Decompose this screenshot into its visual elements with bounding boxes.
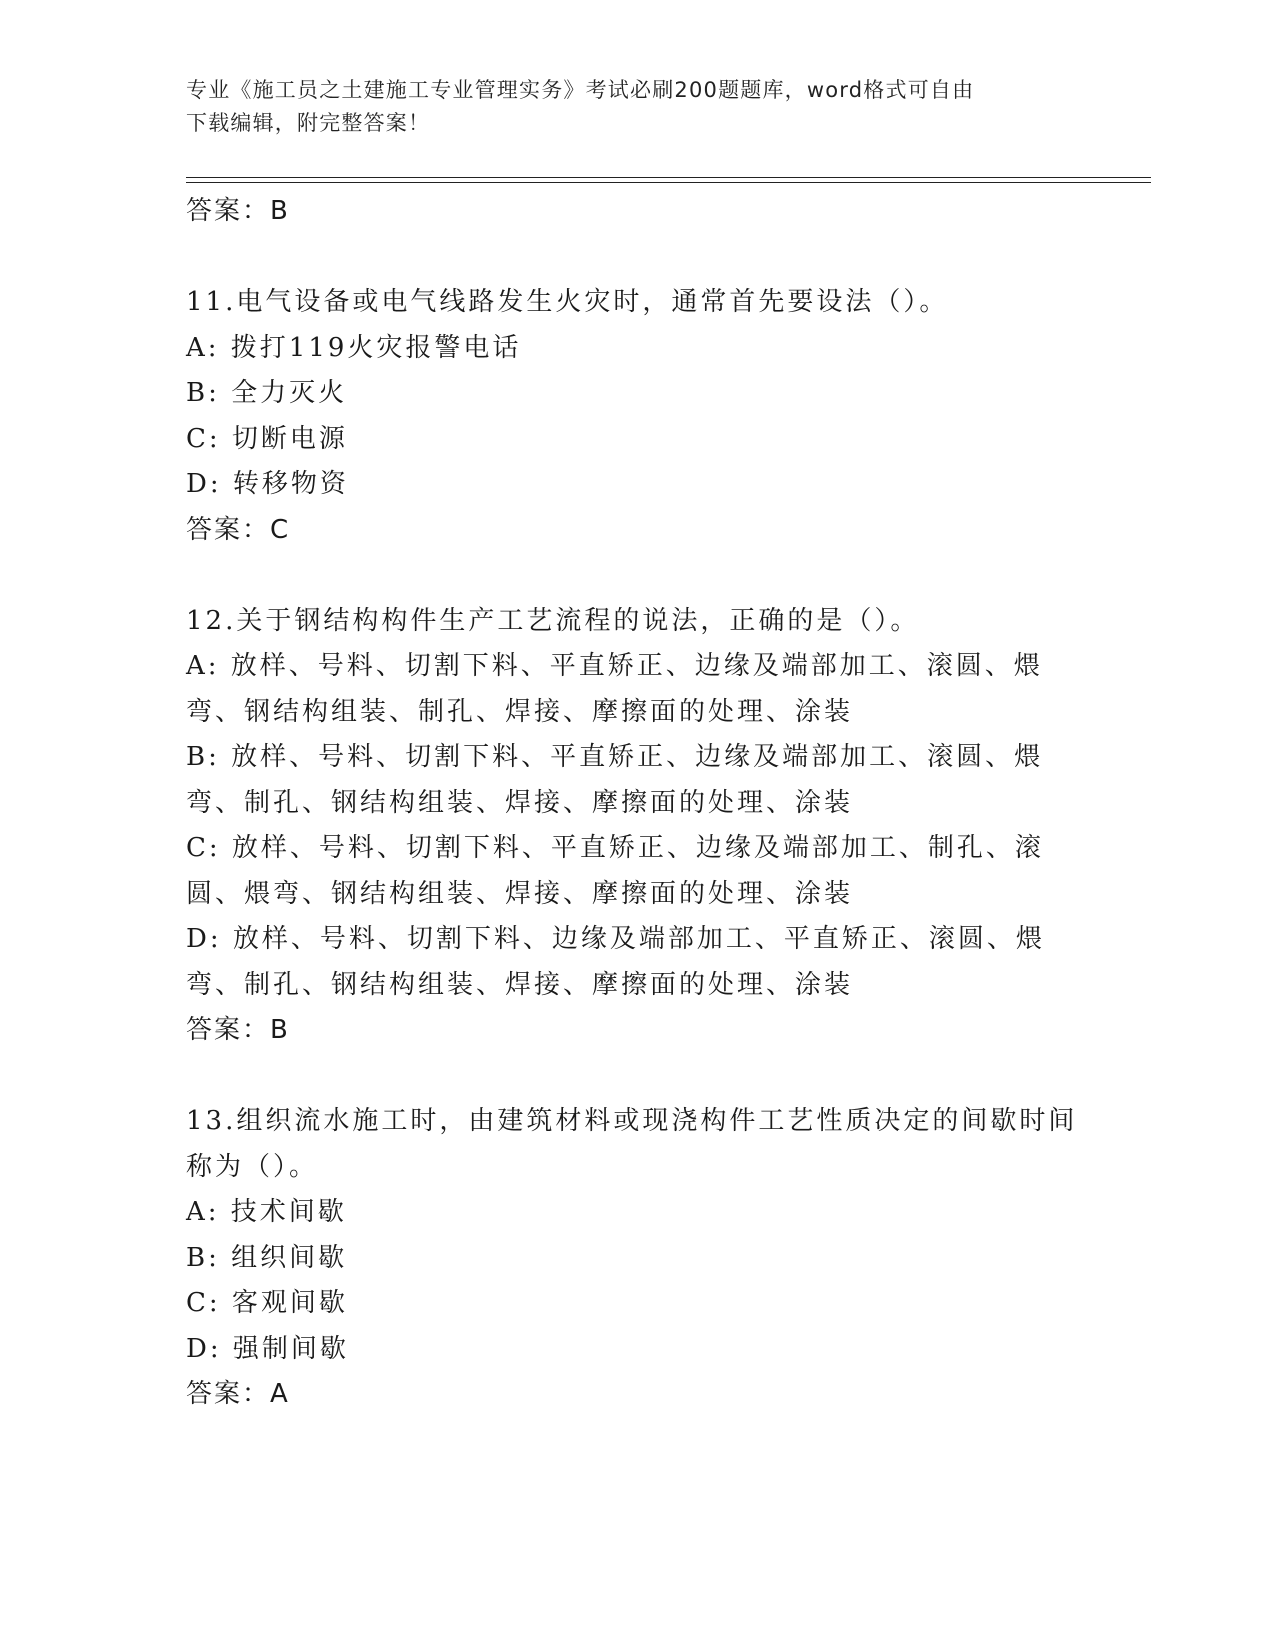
header-rule-bottom [186, 182, 1151, 183]
option-c: C: 切断电源 [186, 423, 348, 454]
question-12 [186, 599, 1086, 1054]
header-rule-top [186, 177, 1151, 178]
question-answer: 答案：A [186, 1379, 290, 1409]
question-11 [186, 280, 1086, 553]
question-stem: 12.关于钢结构构件生产工艺流程的说法，正确的是（）。 [186, 605, 920, 636]
spacer [186, 235, 1086, 281]
question-answer: 答案：B [186, 1015, 290, 1045]
header-line-1: 专业《施工员之土建施工专业管理实务》考试必刷200题题库，word格式可自由 [186, 78, 975, 102]
option-c: C: 放样、号料、切割下料、平直矫正、边缘及端部加工、制孔、滚圆、煨弯、钢结构组装、焊接、摩擦面的处理、涂装 [186, 833, 1044, 909]
question-stem: 13.组织流水施工时，由建筑材料或现浇构件工艺性质决定的间歇时间称为（）。 [186, 1106, 1078, 1182]
question-content [186, 189, 1086, 1418]
option-a: A: 放样、号料、切割下料、平直矫正、边缘及端部加工、滚圆、煨弯、钢结构组装、制孔、焊接、摩擦面的处理、涂装 [186, 651, 1043, 727]
option-d: D: 放样、号料、切割下料、边缘及端部加工、平直矫正、滚圆、煨弯、制孔、钢结构组装、焊接、摩擦面的处理、涂装 [186, 924, 1045, 1000]
option-a: A: 拨打119火灾报警电话 [186, 332, 522, 363]
option-b: B: 全力灭火 [186, 378, 348, 408]
question-stem: 11.电气设备或电气线路发生火灾时，通常首先要设法（）。 [186, 287, 949, 317]
document-header [186, 74, 1066, 140]
spacer [186, 553, 1086, 599]
option-c: C: 客观间歇 [186, 1288, 348, 1318]
option-d: D: 强制间歇 [186, 1333, 349, 1364]
spacer [186, 1054, 1086, 1100]
option-b: B: 放样、号料、切割下料、平直矫正、边缘及端部加工、滚圆、煨弯、制孔、钢结构组装、焊接、摩擦面的处理、涂装 [186, 742, 1044, 818]
question-13 [186, 1099, 1086, 1418]
option-d: D: 转移物资 [186, 469, 349, 499]
previous-answer: 答案：B [186, 196, 290, 226]
question-answer: 答案：C [186, 514, 291, 545]
option-b: B: 组织间歇 [186, 1242, 348, 1273]
option-a: A: 技术间歇 [186, 1197, 347, 1227]
header-line-2: 下载编辑，附完整答案！ [186, 111, 431, 135]
